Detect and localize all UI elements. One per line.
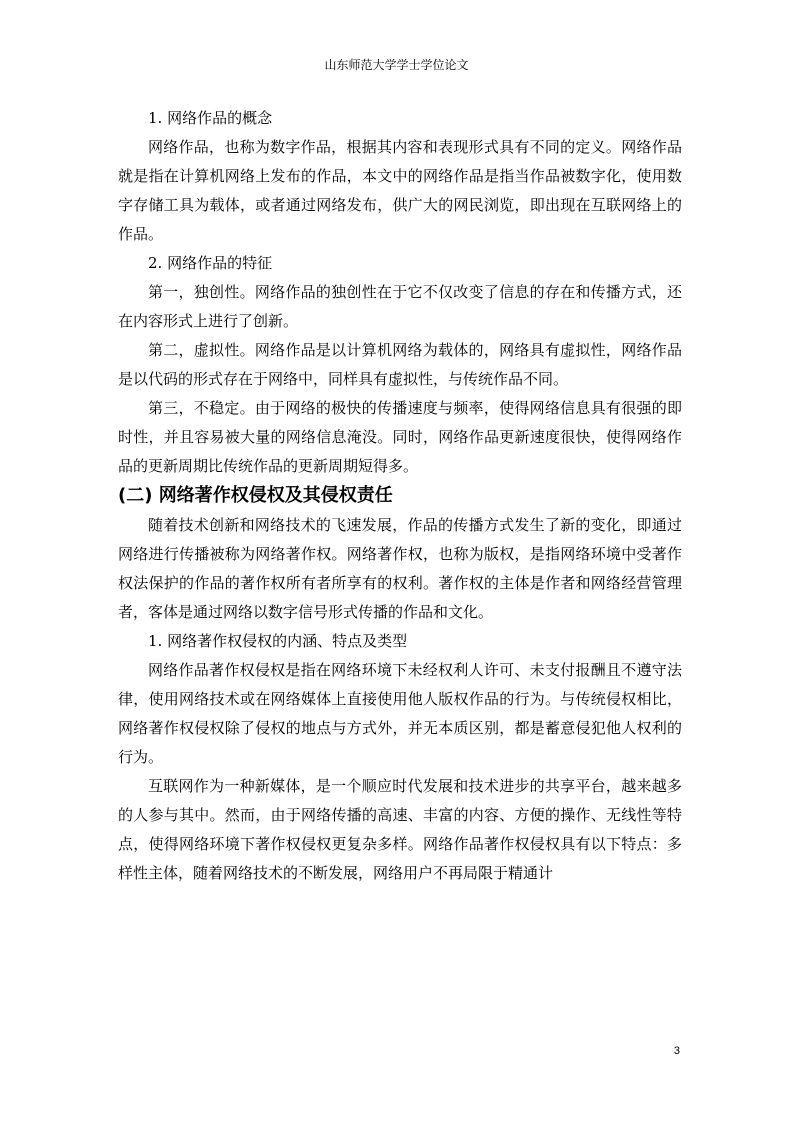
paragraph-virtuality: 第二，虚拟性。网络作品是以计算机网络为载体的，网络具有虚拟性，网络作品是以代码的形式存在于网络中，同样具有虚拟性，与传统作品不同。 [118,341,682,388]
paragraph-concept: 网络作品，也称为数字作品，根据其内容和表现形式具有不同的定义。网络作品就是指在计算机网络上发布的作品，本文中的网络作品是指当作品被数字化，使用数字存储工具为载体，或者通过网络发布，供广大的网民浏览，即出现在互联网络上的作品。 [118,138,682,243]
paragraph-internet-media: 互联网作为一种新媒体，是一个顺应时代发展和技术进步的共享平台，越来越多的人参与其中。然而，由于网络传播的高速、丰富的内容、方便的操作、无线性等特点，使得网络环境下著作权侵权更复杂多样。网络作品著作权侵权具有以下特点：多样性主体，随着网络技术的不断发展，网络用户不再局限于精通计 [118,777,682,882]
running-header: 山东师范大学学士学位论文 [324,58,469,72]
subsection-heading-features: 2. 网络作品的特征 [148,254,273,272]
section-heading-infringement: (二) 网络著作权侵权及其侵权责任 [118,485,393,506]
page-body [118,104,682,888]
paragraph-network-copyright: 随着技术创新和网络技术的飞速发展，作品的传播方式发生了新的变化，即通过网络进行传播被称为网络著作权。网络著作权，也称为版权，是指网络环境中受著作权法保护的作品的著作权所有者所享有的权利。著作权的主体是作者和网络经营管理者，客体是通过网络以数字信号形式传播的作品和文化。 [118,516,682,621]
subsection-heading-infringement-types: 1. 网络著作权侵权的内涵、特点及类型 [148,632,408,650]
subsection-heading-concept: 1. 网络作品的概念 [148,109,273,127]
paragraph-infringement-definition: 网络作品著作权侵权是指在网络环境下未经权利人许可、未支付报酬且不遵守法律，使用网络技术或在网络媒体上直接使用他人版权作品的行为。与传统侵权相比，网络著作权侵权除了侵权的地点与方式外，并无本质区别，都是蓄意侵犯他人权利的行为。 [118,661,682,766]
paragraph-instability: 第三，不稳定。由于网络的极快的传播速度与频率，使得网络信息具有很强的即时性，并且容易被大量的网络信息淹没。同时，网络作品更新速度很快，使得网络作品的更新周期比传统作品的更新周期短得多。 [118,399,682,475]
paragraph-originality: 第一，独创性。网络作品的独创性在于它不仅改变了信息的存在和传播方式，还在内容形式上进行了创新。 [118,283,682,330]
page-number: 3 [673,1045,680,1057]
